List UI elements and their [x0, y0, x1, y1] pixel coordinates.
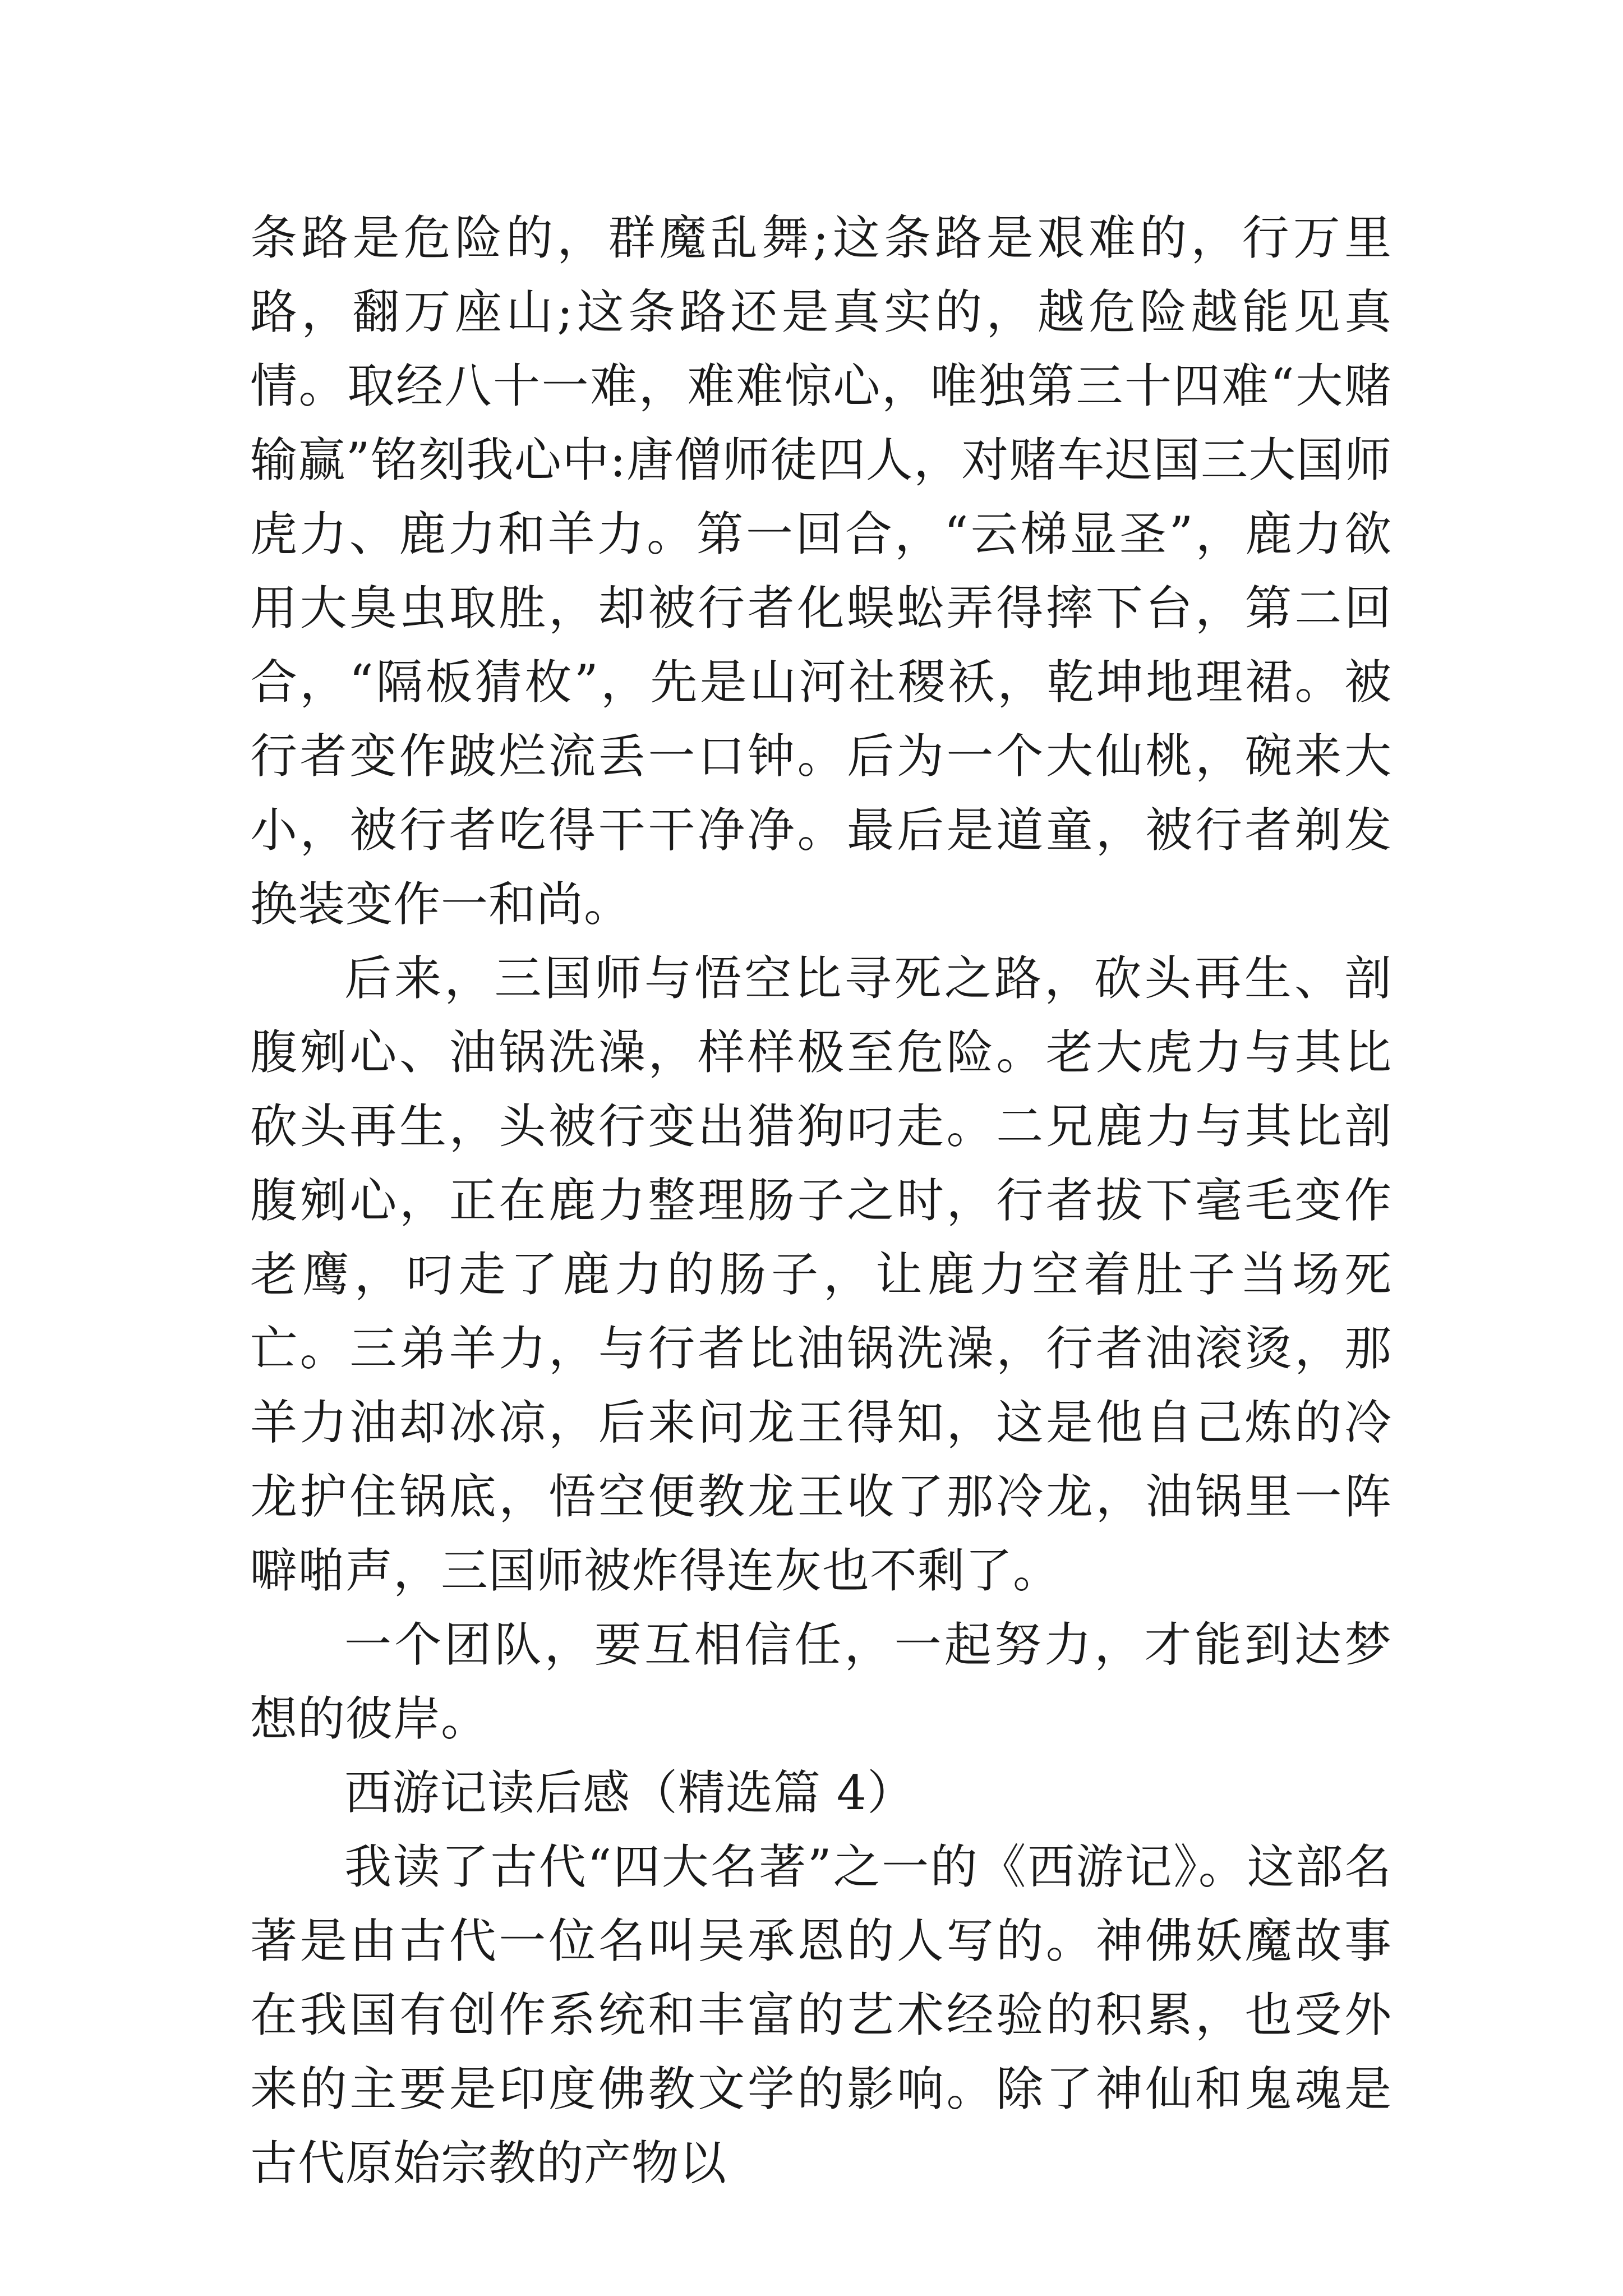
- paragraph-1: 条路是危险的，群魔乱舞;这条路是艰难的，行万里路，翻万座山;这条路还是真实的，越危险越能见真情。取经八十一难，难难惊心，唯独第三十四难“大赌输赢”铭刻我心中:唐僧师徒四人，对赌车迟国三大国师虎力、鹿力和羊力。第一回合，“云梯显圣”，鹿力欲用大臭虫取胜，却被行者化蜈蚣弄得摔下台，第二回合，“隔板猜枚”，先是山河社稷袄，乾坤地理裙。被行者变作跛烂流丢一口钟。后为一个大仙桃，碗来大小，被行者吃得干干净净。最后是道童，被行者剃发换装变作一和尚。: [250, 210, 1392, 932]
- paragraph-3: 一个团队，要互相信任，一起努力，才能到达梦想的彼岸。: [250, 1617, 1392, 1746]
- paragraph-2: 后来，三国师与悟空比寻死之路，砍头再生、剖腹剜心、油锅洗澡，样样极至危险。老大虎力与其比砍头再生，头被行变出猎狗叼走。二兄鹿力与其比剖腹剜心，正在鹿力整理肠子之时，行者拔下毫毛变作老鹰，叼走了鹿力的肠子，让鹿力空着肚子当场死亡。三弟羊力，与行者比油锅洗澡，行者油滚烫，那羊力油却冰凉，后来问龙王得知，这是他自己炼的冷龙护住锅底，悟空便教龙王收了那冷龙，油锅里一阵噼啪声，三国师被炸得连灰也不剩了。: [250, 951, 1392, 1598]
- document-body: [250, 201, 1392, 2200]
- section-heading: 西游记读后感（精选篇 4）: [344, 1765, 915, 1820]
- paragraph-4: 我读了古代“四大名著”之一的《西游记》。这部名著是由古代一位名叫吴承恩的人写的。神佛妖魔故事在我国有创作系统和丰富的艺术经验的积累，也受外来的主要是印度佛教文学的影响。除了神仙和鬼魂是古代原始宗教的产物以: [250, 1839, 1392, 2191]
